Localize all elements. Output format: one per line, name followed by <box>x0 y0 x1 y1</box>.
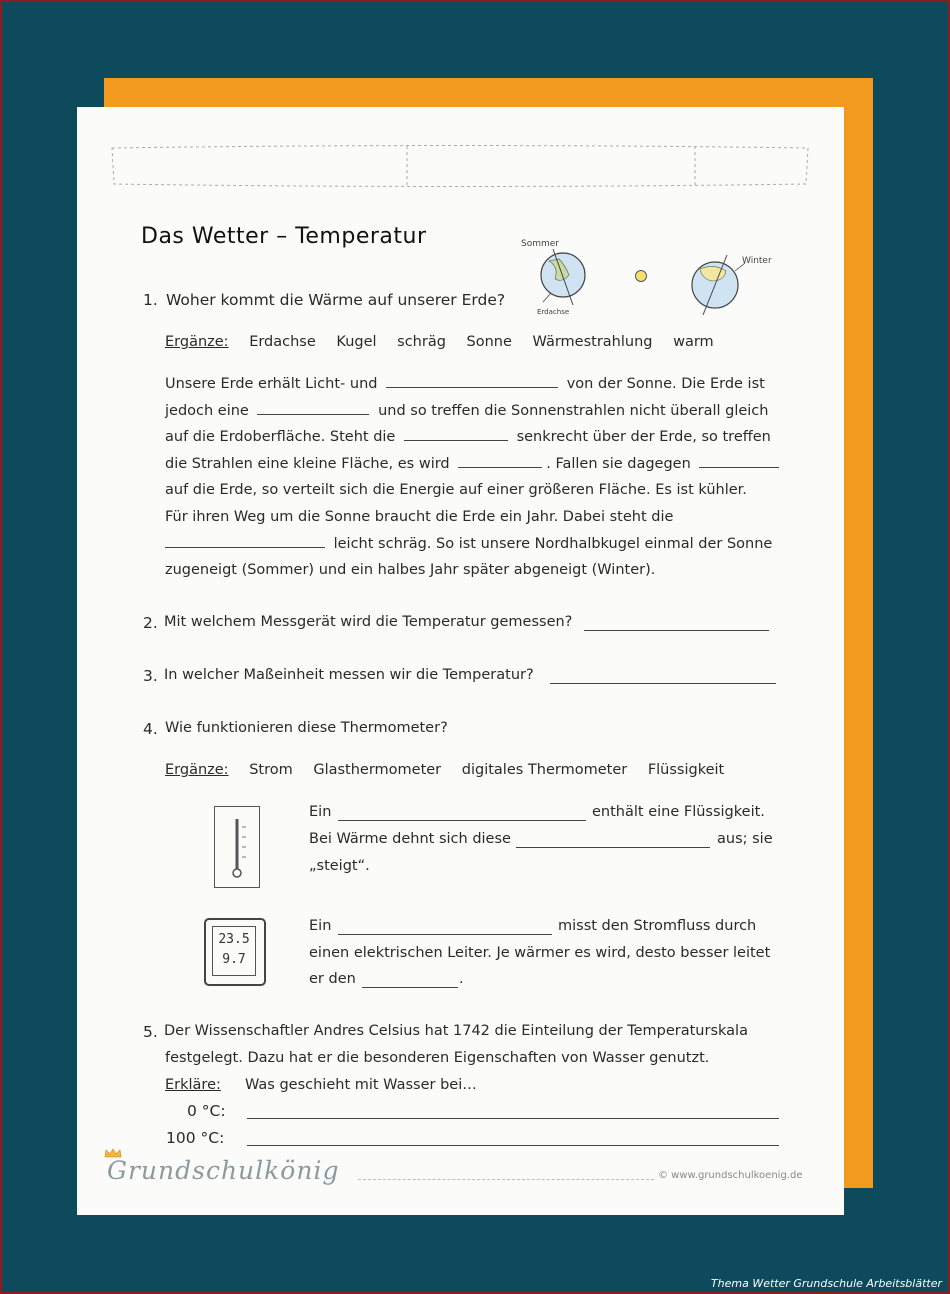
cloze-text: Für ihren Weg um die Sonne braucht die Erde ein Jahr. Dabei steht die <box>165 508 674 525</box>
digital-text: einen elektrischen Leiter. Je wärmer es wird, desto besser leitet <box>309 945 771 961</box>
q5-text-line1: Der Wissenschaftler Andres Celsius hat 1742 die Einteilung der Temperaturskala <box>164 1023 748 1039</box>
q3-question: In welcher Maßeinheit messen wir die Temperatur? <box>164 667 534 683</box>
glass-blank[interactable] <box>516 847 710 848</box>
worksheet-title: Das Wetter – Temperatur <box>141 224 427 249</box>
cloze-text: und so treffen die Sonnenstrahlen nicht überall gleich <box>378 402 769 419</box>
display-bottom-value: 9.7 <box>222 952 246 967</box>
glass-text: enthält eine Flüssigkeit. <box>592 804 765 820</box>
cloze-text: . Fallen sie dagegen <box>546 455 691 472</box>
footer-divider <box>358 1179 654 1180</box>
row-zero-celsius: 0 °C: <box>187 1102 226 1120</box>
word-bank-item: Glasthermometer <box>313 762 442 778</box>
q2-question: Mit welchem Messgerät wird die Temperatur gemessen? <box>164 614 573 630</box>
digital-text: Ein <box>309 918 332 934</box>
cloze-text: senkrecht über der Erde, so treffen <box>516 429 771 446</box>
q3-answer-line[interactable] <box>550 683 776 684</box>
cloze-text: von der Sonne. Die Erde ist <box>566 376 765 392</box>
cloze-text: auf die Erdoberfläche. Steht die <box>165 429 396 446</box>
cloze-line <box>165 451 780 478</box>
cloze-blank[interactable] <box>458 453 542 468</box>
glass-text: Bei Wärme dehnt sich diese <box>309 831 511 847</box>
q4-word-bank <box>165 762 740 778</box>
glass-text: „steigt“. <box>309 858 370 874</box>
q2-number: 2. <box>143 614 158 632</box>
cloze-blank[interactable] <box>404 426 508 441</box>
ergaenze-label: Ergänze: <box>165 762 229 778</box>
cloze-text: Unsere Erde erhält Licht- und <box>165 376 378 392</box>
cloze-text: leicht schräg. So ist unsere Nordhalbkugel einmal der Sonne <box>333 535 773 552</box>
q4-question: Wie funktionieren diese Thermometer? <box>165 720 448 736</box>
q1-word-bank <box>165 334 730 350</box>
digital-text: misst den Stromfluss durch <box>558 918 757 934</box>
digital-blank[interactable] <box>338 934 552 935</box>
q5-number: 5. <box>143 1023 158 1041</box>
digital-blank[interactable] <box>362 987 458 988</box>
glass-blank[interactable] <box>338 820 586 821</box>
q5-text-line2: festgelegt. Dazu hat er die besonderen Eigenschaften von Wasser genutzt. <box>165 1050 710 1066</box>
cloze-blank[interactable] <box>699 453 779 468</box>
q4-number: 4. <box>143 720 158 738</box>
cloze-text: zugeneigt (Sommer) und ein halbes Jahr später abgeneigt (Winter). <box>165 562 656 579</box>
cloze-line <box>165 424 780 451</box>
image-caption: Thema Wetter Grundschule Arbeitsblätter <box>710 1277 942 1290</box>
row-hundred-celsius: 100 °C: <box>166 1129 225 1147</box>
word-bank-item: Strom <box>249 762 293 778</box>
ergaenze-label: Ergänze: <box>165 334 229 350</box>
word-bank-item: Wärmestrahlung <box>532 334 653 350</box>
q2-answer-line[interactable] <box>584 630 769 631</box>
answer-line-hundred-celsius[interactable] <box>247 1145 779 1146</box>
digital-text: . <box>459 971 464 987</box>
q1-number: 1. <box>143 291 158 309</box>
word-bank-item: schräg <box>397 334 446 350</box>
cloze-blank[interactable] <box>165 533 325 548</box>
erklaere-label: Erkläre: <box>165 1077 221 1093</box>
answer-line-zero-celsius[interactable] <box>247 1118 779 1119</box>
cloze-line <box>165 371 780 398</box>
cloze-blank[interactable] <box>257 400 369 415</box>
grundschulkoenig-logo: Grundschulkönig <box>107 1156 340 1185</box>
word-bank-item: warm <box>673 334 714 350</box>
digital-display <box>212 926 256 976</box>
word-bank-item: Kugel <box>336 334 377 350</box>
display-top-value: 23.5 <box>218 932 250 947</box>
word-bank-item: Erdachse <box>249 334 316 350</box>
digital-thermometer-icon <box>204 918 266 986</box>
glass-text: aus; sie <box>717 831 773 847</box>
label-summer: Sommer <box>521 239 559 249</box>
q1-cloze-text <box>165 371 780 584</box>
cloze-line <box>165 531 780 558</box>
footer-url: © www.grundschulkoenig.de <box>658 1170 803 1181</box>
cloze-line <box>165 504 780 531</box>
cloze-text: jedoch eine <box>165 402 249 419</box>
label-axis: Erdachse <box>537 308 570 316</box>
word-bank-item: Sonne <box>466 334 512 350</box>
cloze-blank[interactable] <box>386 373 558 388</box>
q3-number: 3. <box>143 667 158 685</box>
word-bank-item: digitales Thermometer <box>461 762 628 778</box>
cloze-line <box>165 398 780 425</box>
cloze-line <box>165 477 780 504</box>
glass-thermometer-icon <box>214 806 260 888</box>
digital-text: er den <box>309 971 356 987</box>
q1-question: Woher kommt die Wärme auf unserer Erde? <box>166 291 506 309</box>
label-winter: Winter <box>742 256 772 266</box>
cloze-text: die Strahlen eine kleine Fläche, es wird <box>165 455 450 472</box>
word-bank-item: Flüssigkeit <box>647 762 725 778</box>
erklaere-text: Was geschieht mit Wasser bei… <box>245 1077 477 1093</box>
glass-text: Ein <box>309 804 332 820</box>
header-decoration <box>110 142 810 190</box>
cloze-line <box>165 557 780 584</box>
sun-icon <box>636 271 647 282</box>
cloze-text: auf die Erde, so verteilt sich die Energie auf einer größeren Fläche. Es ist kühler. <box>165 482 747 499</box>
